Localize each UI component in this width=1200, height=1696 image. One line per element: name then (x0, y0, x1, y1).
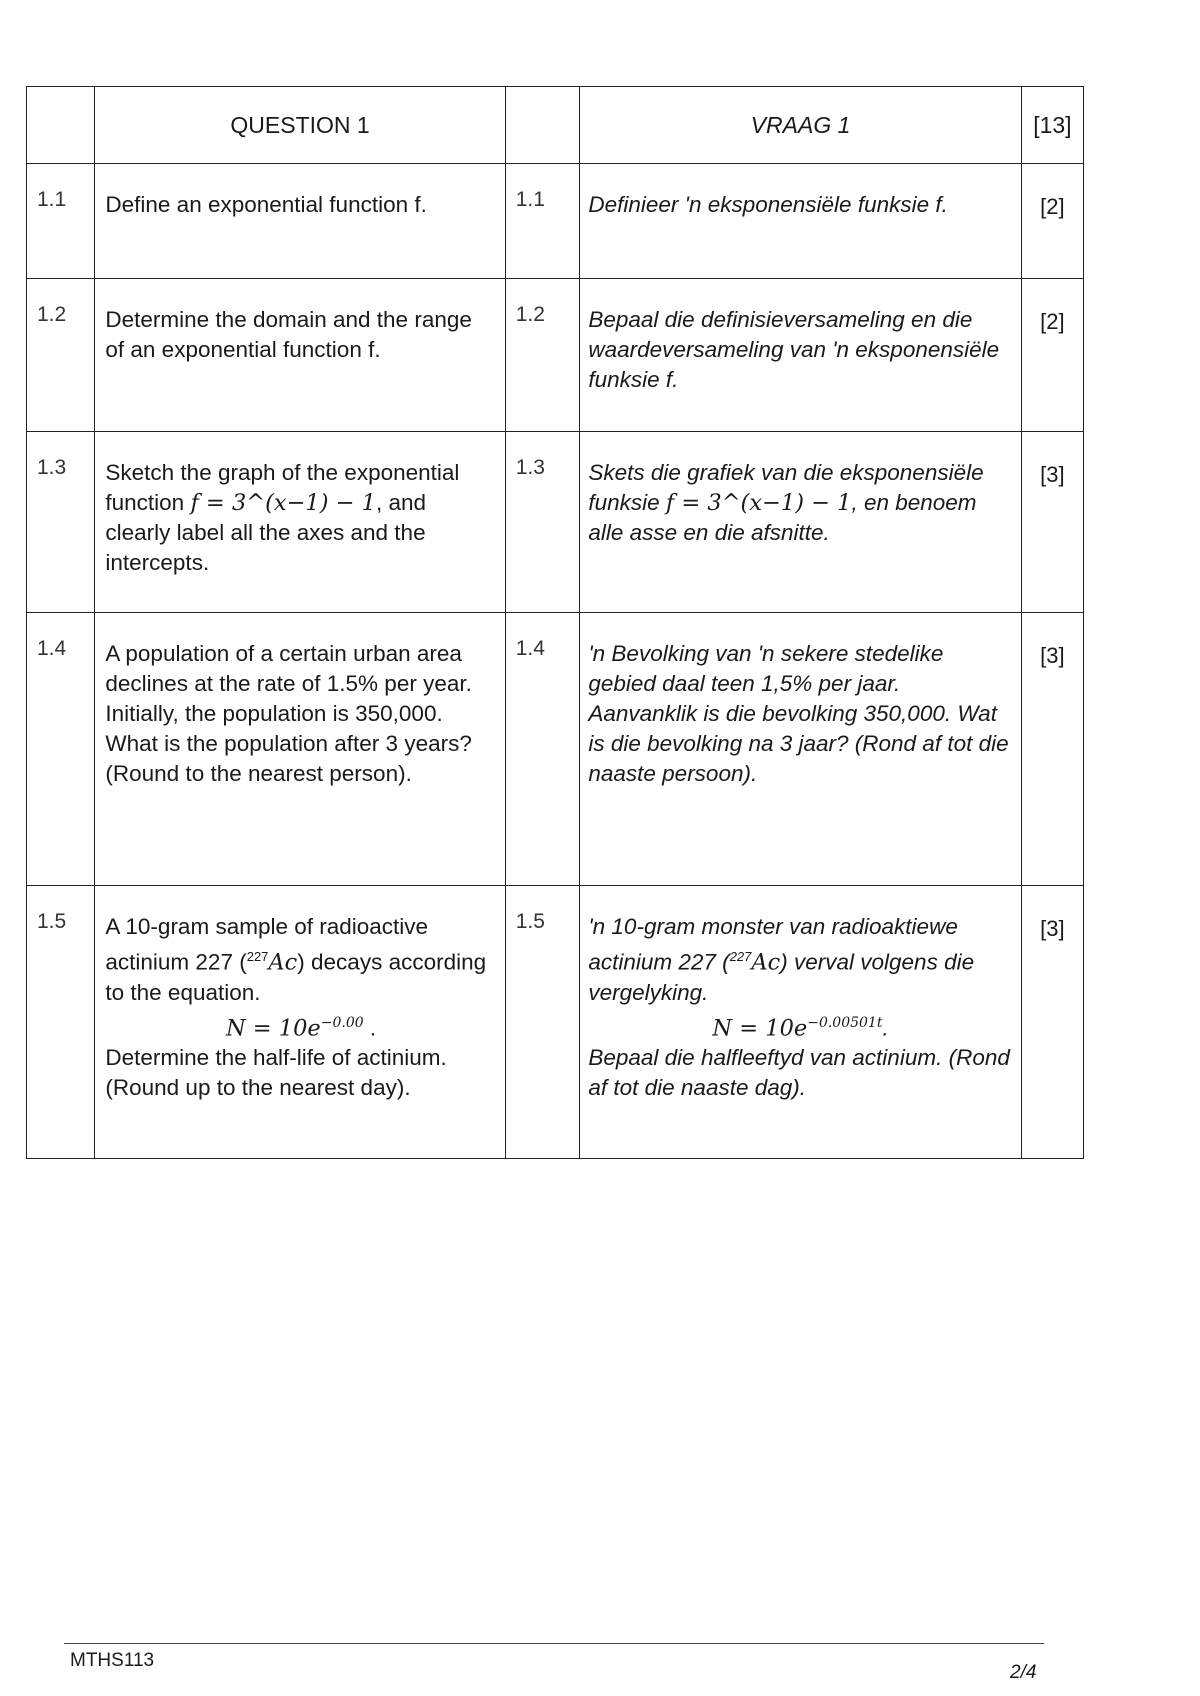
question-marks: [3] (1021, 432, 1083, 613)
function-expression: f = 3^(x−1) − 1 (665, 490, 852, 516)
question-number: 1.2 (505, 279, 580, 432)
element-symbol: Ac (751, 949, 781, 976)
text-segment: 'n 10-gram monster van radioaktiewe actinium 227 ( (588, 914, 958, 975)
total-marks: [13] (1021, 87, 1083, 164)
question-text-af: 'n Bevolking van 'n sekere stedelike gebied daal teen 1,5% per jaar. Aanvanklik is die bevolking 350,000. Wat is die bevolking na 3 jaar? (Rond af tot die naaste persoon). (580, 613, 1021, 886)
header-blank-cell (505, 87, 580, 164)
question-title-en: QUESTION 1 (95, 87, 505, 164)
header-row (27, 87, 1084, 164)
text-segment: , en benoem alle asse en die afsnitte. (588, 490, 977, 545)
question-text-en (95, 432, 505, 613)
course-code: MTHS113 (70, 1650, 155, 1671)
header-blank-cell (27, 87, 95, 164)
isotope-mass: 227 (246, 949, 269, 964)
table-row (27, 613, 1084, 886)
function-expression: f = 3^(x−1) − 1 (190, 490, 376, 516)
question-number: 1.5 (505, 886, 580, 1159)
table-row (27, 432, 1084, 613)
question-text-en: Define an exponential function f. (95, 164, 505, 279)
text-segment: Bepaal die halfleeftyd van actinium. (Rond af tot die naaste dag). (588, 1045, 1010, 1100)
question-number: 1.3 (505, 432, 580, 613)
table-row (27, 886, 1084, 1159)
question-text-en: Determine the domain and the range of an exponential function f. (95, 279, 505, 432)
question-marks: [2] (1021, 279, 1083, 432)
decay-equation: $N = 10e^{-0.00}$ . (225, 1014, 377, 1041)
question-table (26, 86, 1084, 1159)
table-row (27, 279, 1084, 432)
text-segment: Determine the half-life of actinium. (Round up to the nearest day). (105, 1045, 447, 1100)
question-number: 1.1 (27, 164, 95, 279)
table-row (27, 164, 1084, 279)
question-number: 1.5 (27, 886, 95, 1159)
question-marks: [3] (1021, 613, 1083, 886)
question-number: 1.1 (505, 164, 580, 279)
question-marks: [3] (1021, 886, 1083, 1159)
equation-base: N = 10e (225, 1015, 321, 1041)
question-text-af (580, 432, 1021, 613)
decay-equation: $N = 10e^{-0.00501t}$. (712, 1014, 889, 1041)
text-segment: ) verval volgens die vergelyking. (588, 949, 975, 1005)
element-symbol: Ac (268, 949, 298, 976)
question-marks: [2] (1021, 164, 1083, 279)
question-text-en: A population of a certain urban area declines at the rate of 1.5% per year. Initially, the population is 350,000. What is the population after 3 years? (Round to the nearest person). (95, 613, 505, 886)
question-text-en (95, 886, 505, 1159)
text-segment: , and clearly label all the axes and the intercepts. (105, 490, 427, 575)
question-text-af: Bepaal die definisieversameling en die waardeversameling van 'n eksponensiële funksie f. (580, 279, 1021, 432)
question-text-af: Definieer 'n eksponensiële funksie f. (580, 164, 1021, 279)
equation-base: N = 10e (712, 1015, 808, 1041)
question-number: 1.4 (27, 613, 95, 886)
page-number: 2/4 (1010, 1662, 1037, 1683)
text-segment: Sketch the graph of the exponential function (105, 460, 460, 515)
isotope-mass: 227 (729, 949, 752, 964)
question-number: 1.4 (505, 613, 580, 886)
question-number: 1.3 (27, 432, 95, 613)
equation-exponent: −0.00501t (807, 1014, 883, 1031)
text-segment: A 10-gram sample of radioactive actinium 227 ( (105, 914, 429, 975)
text-segment: Skets die grafiek van die eksponensiële funksie (588, 460, 984, 515)
footer-rule (64, 1643, 1044, 1644)
question-title-af: VRAAG 1 (580, 87, 1021, 164)
question-number: 1.2 (27, 279, 95, 432)
text-segment: ) decays according to the equation. (105, 949, 487, 1005)
equation-exponent: −0.00 (320, 1014, 364, 1031)
question-text-af (580, 886, 1021, 1159)
